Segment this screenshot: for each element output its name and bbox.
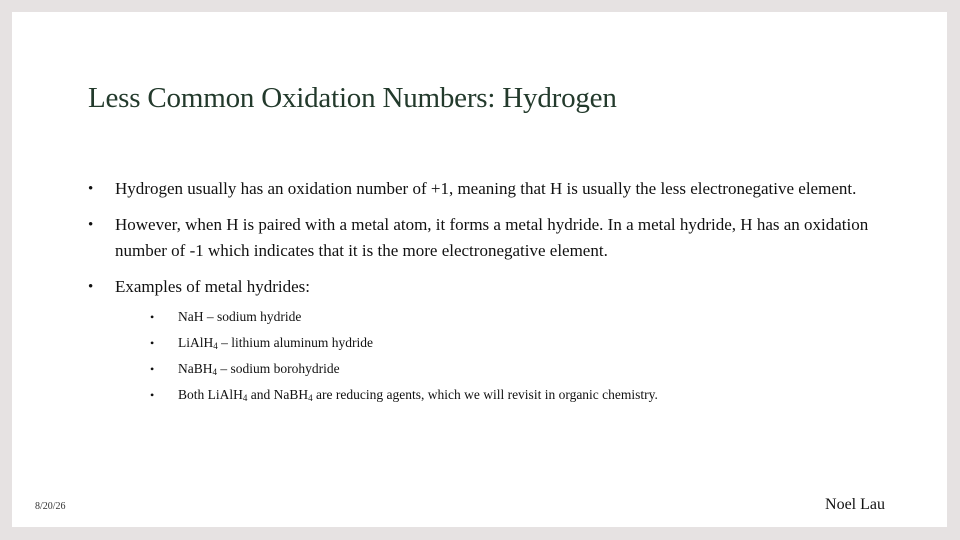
subscript: 4 (242, 393, 248, 403)
sub-bullet-text: are reducing agents, which we will revisit in organic chemistry. (312, 387, 658, 402)
slide-title: Less Common Oxidation Numbers: Hydrogen (88, 82, 617, 114)
sub-bullet-text: NaH – sodium hydride (178, 309, 302, 324)
sub-bullet-item (150, 382, 888, 408)
bullet-text: Examples of metal hydrides: (115, 277, 310, 296)
sub-bullet-list (150, 304, 888, 408)
bullet-item (88, 274, 888, 408)
sub-bullet-text: and NaBH (247, 387, 309, 402)
bullet-dot-icon: • (150, 310, 155, 324)
bullet-dot-icon: • (88, 279, 94, 295)
sub-bullet-item (150, 330, 888, 356)
subscript: 4 (213, 341, 218, 351)
bullet-text: However, when H is paired with a metal atom, it forms a metal hydride. In a metal hydride, H has an oxidation number of -1 which indicates that it is the more electronegative element. (115, 215, 869, 260)
formula-text: NaBH (178, 361, 213, 376)
bullet-dot-icon: • (150, 388, 155, 402)
sub-bullet-text: Both LiAlH (178, 387, 243, 402)
footer-date: 8/20/26 (35, 501, 66, 512)
bullet-dot-icon: • (150, 336, 155, 350)
sub-bullet-item (150, 304, 888, 330)
sub-bullet-text: – lithium aluminum hydride (217, 335, 373, 350)
subscript: 4 (212, 367, 217, 377)
bullet-item (88, 212, 888, 264)
bullet-list (88, 176, 888, 418)
formula-text: LiAlH (178, 335, 214, 350)
sub-bullet-item (150, 356, 888, 382)
bullet-text: Hydrogen usually has an oxidation number of +1, meaning that H is usually the less electronegative element. (115, 179, 857, 198)
footer-author: Noel Lau (825, 496, 885, 513)
subscript: 4 (308, 393, 313, 403)
bullet-dot-icon: • (88, 217, 94, 233)
slide (12, 12, 947, 527)
sub-bullet-text: – sodium borohydride (217, 361, 340, 376)
bullet-dot-icon: • (88, 181, 94, 197)
bullet-item (88, 176, 888, 202)
bullet-dot-icon: • (150, 362, 155, 376)
